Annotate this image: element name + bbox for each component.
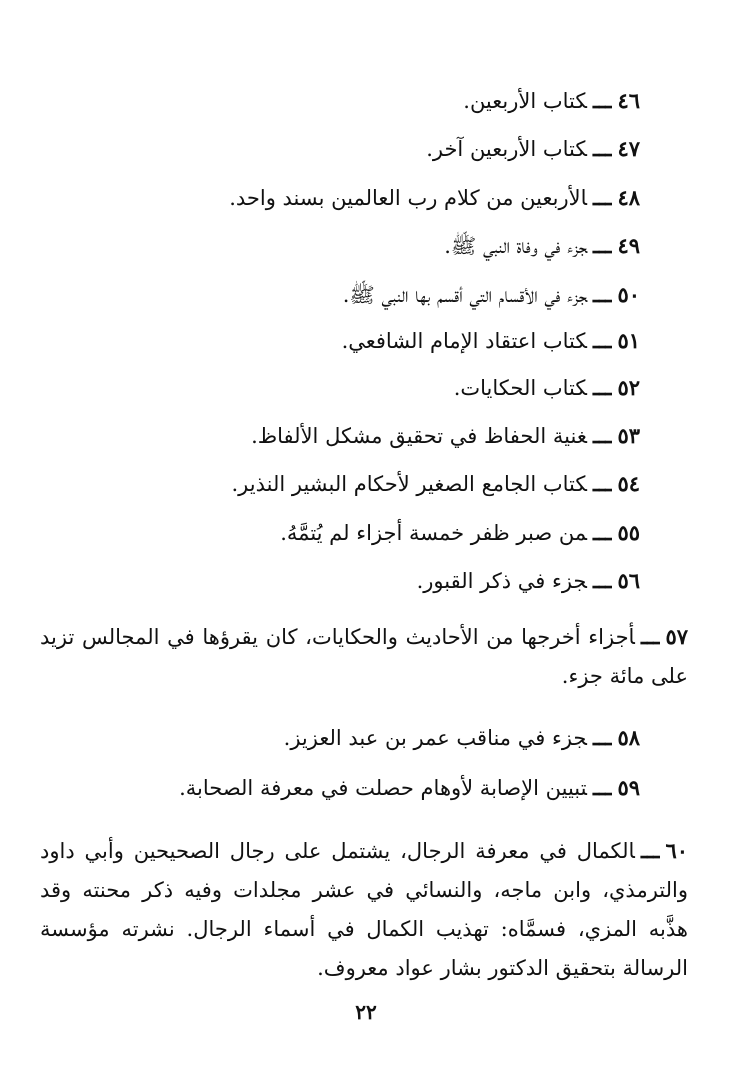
item-text: جزء في الأقسام التي أقسم بها النبي ﷺ. [342, 283, 587, 307]
list-item-51 [80, 326, 640, 356]
item-dash: ـــ [592, 775, 612, 800]
item-number: ٥٨ [617, 725, 640, 750]
item-dash: ـــ [640, 838, 660, 863]
item-text: كتاب الأربعين آخر. [426, 137, 587, 161]
item-dash: ـــ [592, 520, 612, 545]
item-number: ٥٩ [617, 775, 640, 800]
item-number: ٥٦ [617, 568, 640, 593]
list-item-58 [80, 723, 640, 753]
item-text: كتاب الأربعين. [463, 89, 587, 113]
item-text: جزء في وفاة النبي ﷺ. [444, 234, 587, 258]
item-text: الأربعين من كلام رب العالمين بسند واحد. [229, 186, 587, 210]
list-item-56 [80, 566, 640, 596]
page-number: ٢٢ [355, 1000, 377, 1024]
item-text: الكمال في معرفة الرجال، يشتمل على رجال الصحيحين وأبي داود والترمذي، وابن ماجه، والنسائي في عشر مجلدات وفيه ذكر محنته وقد هذَّبه المزي، فسمَّاه: تهذيب الكمال في أسماء الرجال. نشرته مؤسسة الرسالة بتحقيق الدكتور بشار عواد معروف. [40, 839, 688, 980]
item-dash: ـــ [592, 568, 612, 593]
list-item-47 [80, 134, 640, 164]
item-text: كتاب الحكايات. [453, 376, 587, 400]
item-dash: ـــ [592, 328, 612, 353]
list-item-46 [80, 86, 640, 116]
item-number: ٤٧ [617, 136, 640, 161]
item-number: ٥١ [617, 328, 640, 353]
item-text: كتاب اعتقاد الإمام الشافعي. [341, 329, 587, 353]
list-item-48 [80, 183, 640, 213]
item-number: ٥٤ [617, 471, 640, 496]
item-text: من صبر ظفر خمسة أجزاء لم يُتمَّهُ. [280, 521, 587, 545]
item-dash: ـــ [592, 88, 612, 113]
item-number: ٥٢ [617, 375, 640, 400]
item-number: ٤٦ [617, 88, 640, 113]
list-item-53 [80, 421, 640, 451]
item-dash: ـــ [592, 282, 612, 307]
item-dash: ـــ [592, 185, 612, 210]
list-item-50 [80, 280, 640, 310]
item-text: أجزاء أخرجها من الأحاديث والحكايات، كان يقرؤها في المجالس تزيد على مائة جزء. [40, 625, 688, 688]
item-dash: ـــ [592, 375, 612, 400]
item-dash: ـــ [592, 423, 612, 448]
list-item-49 [80, 231, 640, 261]
item-number: ٥٠ [617, 282, 640, 307]
item-number: ٥٣ [617, 423, 640, 448]
item-text: جزء في ذكر القبور. [416, 569, 587, 593]
item-text: تبيين الإصابة لأوهام حصلت في معرفة الصحابة. [179, 776, 587, 800]
list-item-57 [40, 617, 688, 696]
item-dash: ـــ [592, 471, 612, 496]
list-item-60 [40, 831, 688, 988]
item-dash: ـــ [592, 136, 612, 161]
list-item-59 [80, 773, 640, 803]
item-number: ٥٧ [665, 624, 688, 649]
item-number: ٤٩ [617, 233, 640, 258]
list-item-54 [80, 469, 640, 499]
item-number: ٥٥ [617, 520, 640, 545]
item-number: ٦٠ [665, 838, 688, 863]
item-text: غنية الحفاظ في تحقيق مشكل الألفاظ. [251, 424, 587, 448]
item-text: كتاب الجامع الصغير لأحكام البشير النذير. [231, 472, 587, 496]
item-dash: ـــ [640, 624, 660, 649]
item-text: جزء في مناقب عمر بن عبد العزيز. [283, 726, 587, 750]
list-item-55 [80, 518, 640, 548]
item-number: ٤٨ [617, 185, 640, 210]
item-dash: ـــ [592, 725, 612, 750]
item-dash: ـــ [592, 233, 612, 258]
list-item-52 [80, 373, 640, 403]
